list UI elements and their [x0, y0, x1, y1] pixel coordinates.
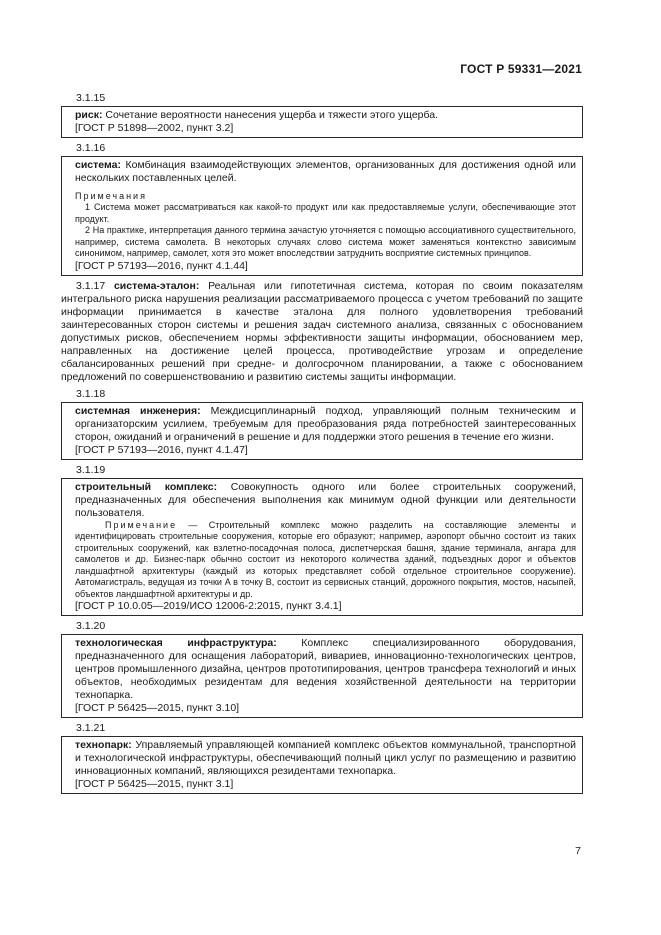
note-1: 1 Система может рассматриваться как какой-то продукт или как предоставляемые услуги, обеспечивающие этот продукт. [75, 202, 576, 224]
definition: системная инженерия: Междисциплинарный подход, управляющий полным техническим и организаторским усилием, требуемым для преобразования ряда потребностей заинтересованных сторон, ожиданий и ограничений в решение и для поддержки этого решения в течение его жизни. [75, 404, 577, 443]
standard-code: ГОСТ Р 59331—2021 [460, 62, 582, 76]
term: системная инженерия: [75, 404, 201, 417]
term: технопарк: [75, 739, 132, 751]
definition-system-reference: 3.1.17 система-эталон: Реальная или гипотетичная система, которая по своим показателям интегрального риска нарушения реализации рассматриваемого процесса с учетом требований по защите информации принимается в качестве эталона для полного удовлетворения требований заинтересованных сторон системы и решения задач системного анализа, связанных с обоснованием допустимых рисков, обеспечением нормы эффективности защиты информации, обоснованием мер, направленных на достижение целей процесса, противодействие угрозам и определение сбалансированных решений при средне- и долгосрочном планировании, а также с обоснованием предложений по совершенствованию и развитию системы защиты информации. [61, 279, 583, 383]
definition: строительный комплекс: Совокупность одного или более строительных сооружений, предназначенных для обеспечения выполнения как минимум одной функции или деятельности пользователя. [75, 480, 576, 519]
note-label: Примечание [105, 519, 178, 530]
term-box-systems-engineering [61, 402, 583, 460]
definition: технопарк: Управляемый управляющей компанией комплекс объектов коммунальной, транспортной и технологической инфраструктуры, обеспечивающий полный цикл услуг по размещению и развитию инновационных компаний, являющихся резидентами технопарка. [75, 739, 576, 777]
source-reference: [ГОСТ Р 57193—2016, пункт 4.1.44] [75, 259, 248, 272]
source-reference: [ГОСТ Р 57193—2016, пункт 4.1.47] [75, 443, 248, 456]
term: риск: [75, 109, 103, 121]
notes-title: Примечания [75, 191, 147, 201]
clause-number: 3.1.19 [76, 463, 106, 476]
definition: система: Комбинация взаимодействующих элементов, организованных для достижения одной или нескольких поставленных целей. [75, 159, 576, 184]
term: система-эталон: [113, 279, 200, 292]
term-box-tech-infrastructure [61, 634, 583, 718]
term-box-construction-complex [61, 478, 583, 617]
page-number: 7 [575, 845, 581, 857]
term-box-system [61, 156, 583, 276]
source-reference: [ГОСТ Р 56425—2015, пункт 3.10] [75, 702, 240, 714]
term-box-risk [61, 106, 583, 138]
source-reference: [ГОСТ Р 10.0.05—2019/ИСО 12006-2:2015, пункт 3.4.1] [75, 600, 342, 612]
clause-number: 3.1.21 [76, 722, 106, 734]
note-2: 2 На практике, интерпретация данного термина зачастую уточняется с помощью ассоциативного существительного, например, система самолета. В некоторых случаях слово система может заменяться контекстно зависимым синонимом, например, самолет, хотя это может впоследствии затруднить восприятие системных принципов. [75, 225, 576, 258]
clause-number: 3.1.15 [76, 92, 106, 104]
document-body [61, 92, 583, 798]
definition: технологическая инфраструктура: Комплекс специализированного оборудования, предназначенного для оснащения лабораторий, вивариев, инновационно-технологических центров, центров промышленного дизайна, центров прототипирования, центров трансфера технологий и иных объектов, необходимых резидентам для ведения хозяйственной деятельности на территории технопарка. [75, 637, 576, 701]
term-box-technopark [61, 736, 583, 794]
source-reference: [ГОСТ Р 56425—2015, пункт 3.1] [75, 778, 234, 790]
clause-number: 3.1.20 [76, 620, 106, 632]
term: система: [75, 159, 121, 171]
source-reference: [ГОСТ Р 51898—2002, пункт 3.2] [75, 122, 234, 134]
note: Примечание — Строительный комплекс можно разделить на составляющие элементы и идентифицировать строительные сооружения, которые его образуют; например, аэропорт обычно состоит из таких строительных сооружений, как взлетно-посадочная полоса, диспетчерская башня, здание терминала, ангара для самолетов и др. Бизнес-парк обычно состоит из некоторого количества зданий, подъездных дорог и объектов ландшафтной архитектуры (каждый из которых представляет собой отдельное строительное сооружение). Автомагистраль, ведущая из точки A в точку B, состоит из сервисных станций, дорожного покрытия, мостов, насыпей, объектов ландшафтной архитектуры и др. [75, 519, 576, 599]
clause-number: 3.1.18 [76, 387, 106, 400]
term: строительный комплекс: [75, 480, 218, 493]
term: технологическая инфраструктура: [75, 637, 277, 649]
definition: риск: Сочетание вероятности нанесения ущерба и тяжести этого ущерба. [75, 109, 439, 121]
clause-number: 3.1.16 [76, 142, 106, 154]
